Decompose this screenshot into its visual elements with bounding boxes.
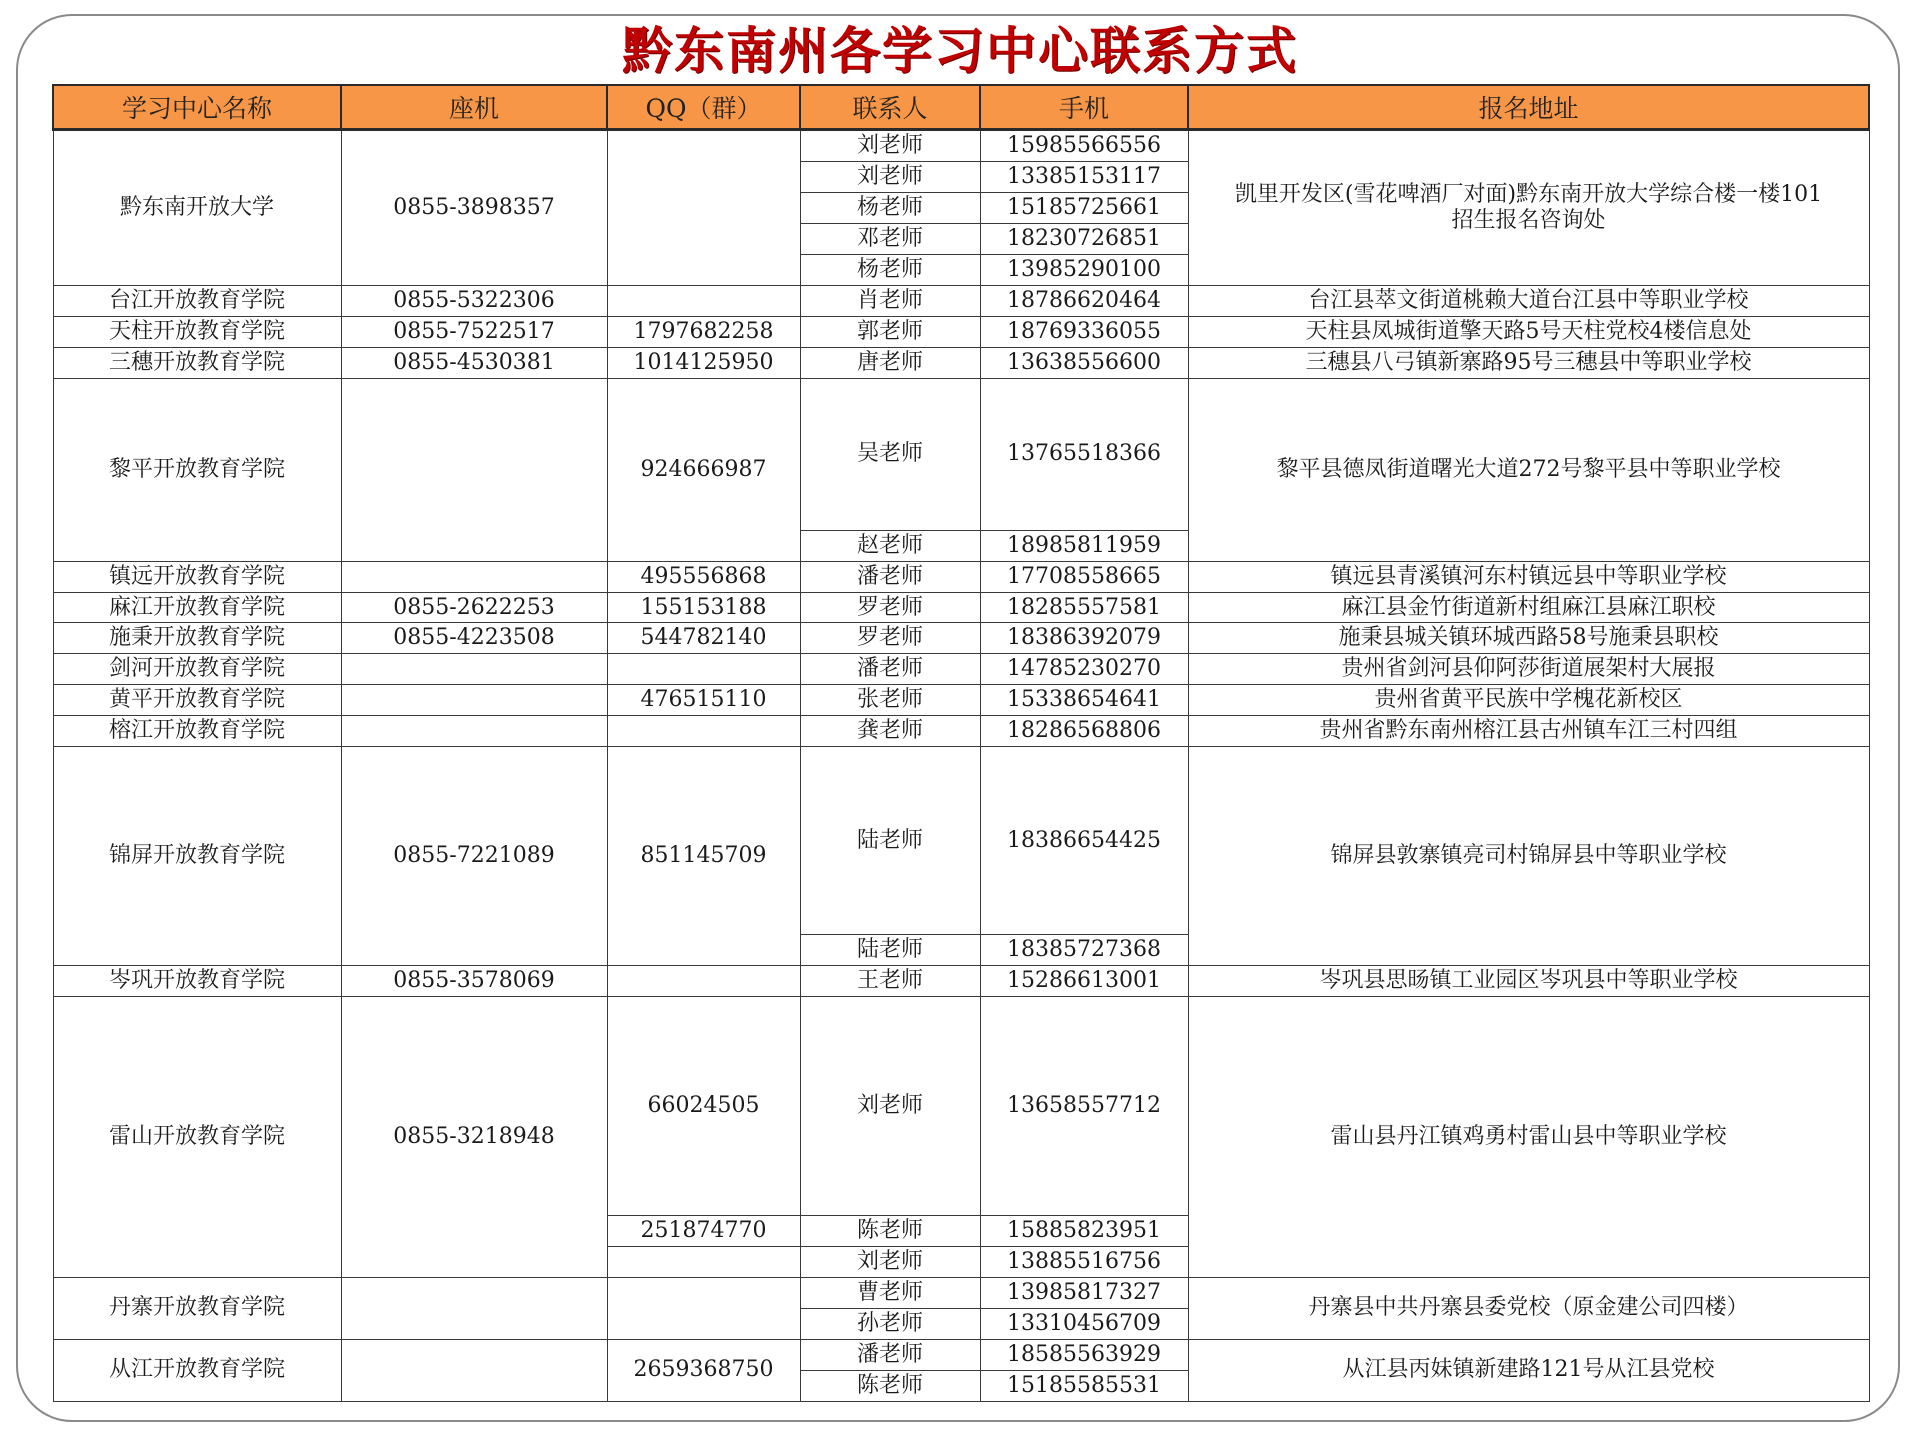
mobile: 13885516756	[980, 1247, 1188, 1278]
qq-group: 155153188	[607, 592, 800, 623]
contact-person: 邓老师	[800, 223, 980, 254]
address: 黎平县德凤街道曙光大道272号黎平县中等职业学校	[1188, 378, 1869, 561]
qq-group: 851145709	[607, 747, 800, 966]
center-name: 从江开放教育学院	[53, 1339, 341, 1401]
mobile: 18786620464	[980, 285, 1188, 316]
header-landline: 座机	[341, 85, 607, 130]
qq-group: 924666987	[607, 378, 800, 561]
landline	[341, 1277, 607, 1339]
qq-group: 544782140	[607, 623, 800, 654]
mobile: 18385727368	[980, 935, 1188, 966]
qq-group	[607, 716, 800, 747]
qq-group: 1797682258	[607, 316, 800, 347]
contact-person: 陆老师	[800, 747, 980, 935]
qq-group: 476515110	[607, 685, 800, 716]
table-row	[53, 747, 1869, 935]
landline	[341, 561, 607, 592]
landline	[341, 1339, 607, 1401]
center-name: 雷山开放教育学院	[53, 997, 341, 1278]
mobile: 18286568806	[980, 716, 1188, 747]
table-row	[53, 997, 1869, 1216]
qq-group	[607, 285, 800, 316]
mobile: 15985566556	[980, 130, 1188, 162]
contact-person: 刘老师	[800, 1247, 980, 1278]
landline: 0855-3578069	[341, 966, 607, 997]
table-row	[53, 592, 1869, 623]
mobile: 13658557712	[980, 997, 1188, 1216]
table-row	[53, 1339, 1869, 1370]
contact-table	[52, 84, 1870, 1402]
address: 雷山县丹江镇鸡勇村雷山县中等职业学校	[1188, 997, 1869, 1278]
mobile: 15185725661	[980, 193, 1188, 224]
address: 麻江县金竹街道新村组麻江县麻江职校	[1188, 592, 1869, 623]
table-row	[53, 623, 1869, 654]
mobile: 18386654425	[980, 747, 1188, 935]
address: 贵州省剑河县仰阿莎街道展架村大展报	[1188, 654, 1869, 685]
contact-person: 潘老师	[800, 654, 980, 685]
header-contact: 联系人	[800, 85, 980, 130]
qq-group	[607, 130, 800, 286]
page-title: 黔东南州各学习中心联系方式	[622, 21, 1298, 80]
mobile: 17708558665	[980, 561, 1188, 592]
landline: 0855-3218948	[341, 997, 607, 1278]
center-name: 黔东南开放大学	[53, 130, 341, 286]
center-name: 剑河开放教育学院	[53, 654, 341, 685]
landline	[341, 716, 607, 747]
header-center-name: 学习中心名称	[53, 85, 341, 130]
address	[1188, 130, 1869, 286]
mobile: 14785230270	[980, 654, 1188, 685]
center-name: 岑巩开放教育学院	[53, 966, 341, 997]
table-row	[53, 685, 1869, 716]
contact-person: 杨老师	[800, 193, 980, 224]
qq-group: 2659368750	[607, 1339, 800, 1401]
mobile: 18985811959	[980, 530, 1188, 561]
landline: 0855-2622253	[341, 592, 607, 623]
mobile: 18285557581	[980, 592, 1188, 623]
center-name: 黎平开放教育学院	[53, 378, 341, 561]
table-row	[53, 347, 1869, 378]
table-row	[53, 716, 1869, 747]
mobile: 13638556600	[980, 347, 1188, 378]
address: 台江县萃文街道桃赖大道台江县中等职业学校	[1188, 285, 1869, 316]
center-name: 黄平开放教育学院	[53, 685, 341, 716]
landline: 0855-7522517	[341, 316, 607, 347]
address: 从江县丙妹镇新建路121号从江县党校	[1188, 1339, 1869, 1401]
mobile: 18585563929	[980, 1339, 1188, 1370]
table-header-row	[53, 85, 1869, 130]
mobile: 15885823951	[980, 1216, 1188, 1247]
address: 贵州省黔东南州榕江县古州镇车江三村四组	[1188, 716, 1869, 747]
mobile: 18769336055	[980, 316, 1188, 347]
table-row	[53, 561, 1869, 592]
landline	[341, 685, 607, 716]
contact-person: 陈老师	[800, 1370, 980, 1401]
landline	[341, 378, 607, 561]
address: 镇远县青溪镇河东村镇远县中等职业学校	[1188, 561, 1869, 592]
landline	[341, 654, 607, 685]
qq-group: 251874770	[607, 1216, 800, 1247]
address: 岑巩县思旸镇工业园区岑巩县中等职业学校	[1188, 966, 1869, 997]
center-name: 麻江开放教育学院	[53, 592, 341, 623]
address: 丹寨县中共丹寨县委党校（原金建公司四楼）	[1188, 1277, 1869, 1339]
center-name: 榕江开放教育学院	[53, 716, 341, 747]
center-name: 锦屏开放教育学院	[53, 747, 341, 966]
table-row	[53, 285, 1869, 316]
center-name: 丹寨开放教育学院	[53, 1277, 341, 1339]
landline: 0855-7221089	[341, 747, 607, 966]
contact-person: 龚老师	[800, 716, 980, 747]
contact-person: 王老师	[800, 966, 980, 997]
contact-person: 陆老师	[800, 935, 980, 966]
qq-group	[607, 1247, 800, 1278]
contact-person: 罗老师	[800, 592, 980, 623]
address: 锦屏县敦寨镇亮司村锦屏县中等职业学校	[1188, 747, 1869, 966]
qq-group	[607, 654, 800, 685]
header-mobile: 手机	[980, 85, 1188, 130]
address: 贵州省黄平民族中学槐花新校区	[1188, 685, 1869, 716]
qq-group	[607, 966, 800, 997]
qq-group	[607, 1277, 800, 1339]
table-row	[53, 130, 1869, 162]
mobile: 15185585531	[980, 1370, 1188, 1401]
mobile: 18386392079	[980, 623, 1188, 654]
contact-person: 杨老师	[800, 254, 980, 285]
landline: 0855-5322306	[341, 285, 607, 316]
qq-group: 66024505	[607, 997, 800, 1216]
center-name: 天柱开放教育学院	[53, 316, 341, 347]
contact-person: 刘老师	[800, 130, 980, 162]
mobile: 15286613001	[980, 966, 1188, 997]
center-name: 台江开放教育学院	[53, 285, 341, 316]
landline: 0855-3898357	[341, 130, 607, 286]
mobile: 13985817327	[980, 1277, 1188, 1308]
mobile: 13765518366	[980, 378, 1188, 530]
contact-person: 刘老师	[800, 162, 980, 193]
address: 三穗县八弓镇新寨路95号三穗县中等职业学校	[1188, 347, 1869, 378]
qq-group: 1014125950	[607, 347, 800, 378]
contact-person: 潘老师	[800, 561, 980, 592]
address: 施秉县城关镇环城西路58号施秉县职校	[1188, 623, 1869, 654]
header-qq: QQ（群）	[607, 85, 800, 130]
address: 天柱县凤城街道擎天路5号天柱党校4楼信息处	[1188, 316, 1869, 347]
center-name: 三穗开放教育学院	[53, 347, 341, 378]
contact-person: 吴老师	[800, 378, 980, 530]
qq-group: 495556868	[607, 561, 800, 592]
mobile: 15338654641	[980, 685, 1188, 716]
landline: 0855-4530381	[341, 347, 607, 378]
contact-person: 张老师	[800, 685, 980, 716]
contact-person: 孙老师	[800, 1308, 980, 1339]
mobile: 13385153117	[980, 162, 1188, 193]
center-name: 镇远开放教育学院	[53, 561, 341, 592]
contact-person: 郭老师	[800, 316, 980, 347]
address-line: 凯里开发区(雪花啤酒厂对面)黔东南开放大学综合楼一楼101	[1234, 181, 1823, 207]
center-name: 施秉开放教育学院	[53, 623, 341, 654]
landline: 0855-4223508	[341, 623, 607, 654]
contact-person: 刘老师	[800, 997, 980, 1216]
address-line: 招生报名咨询处	[1451, 207, 1606, 233]
table-row	[53, 1277, 1869, 1308]
contact-person: 潘老师	[800, 1339, 980, 1370]
header-address: 报名地址	[1188, 85, 1869, 130]
table-row	[53, 378, 1869, 530]
contact-person: 曹老师	[800, 1277, 980, 1308]
contact-person: 陈老师	[800, 1216, 980, 1247]
contact-person: 罗老师	[800, 623, 980, 654]
contact-person: 肖老师	[800, 285, 980, 316]
table-row	[53, 654, 1869, 685]
table-row	[53, 966, 1869, 997]
contact-person: 赵老师	[800, 530, 980, 561]
mobile: 13310456709	[980, 1308, 1188, 1339]
mobile: 13985290100	[980, 254, 1188, 285]
contact-person: 唐老师	[800, 347, 980, 378]
table-row	[53, 316, 1869, 347]
mobile: 18230726851	[980, 223, 1188, 254]
